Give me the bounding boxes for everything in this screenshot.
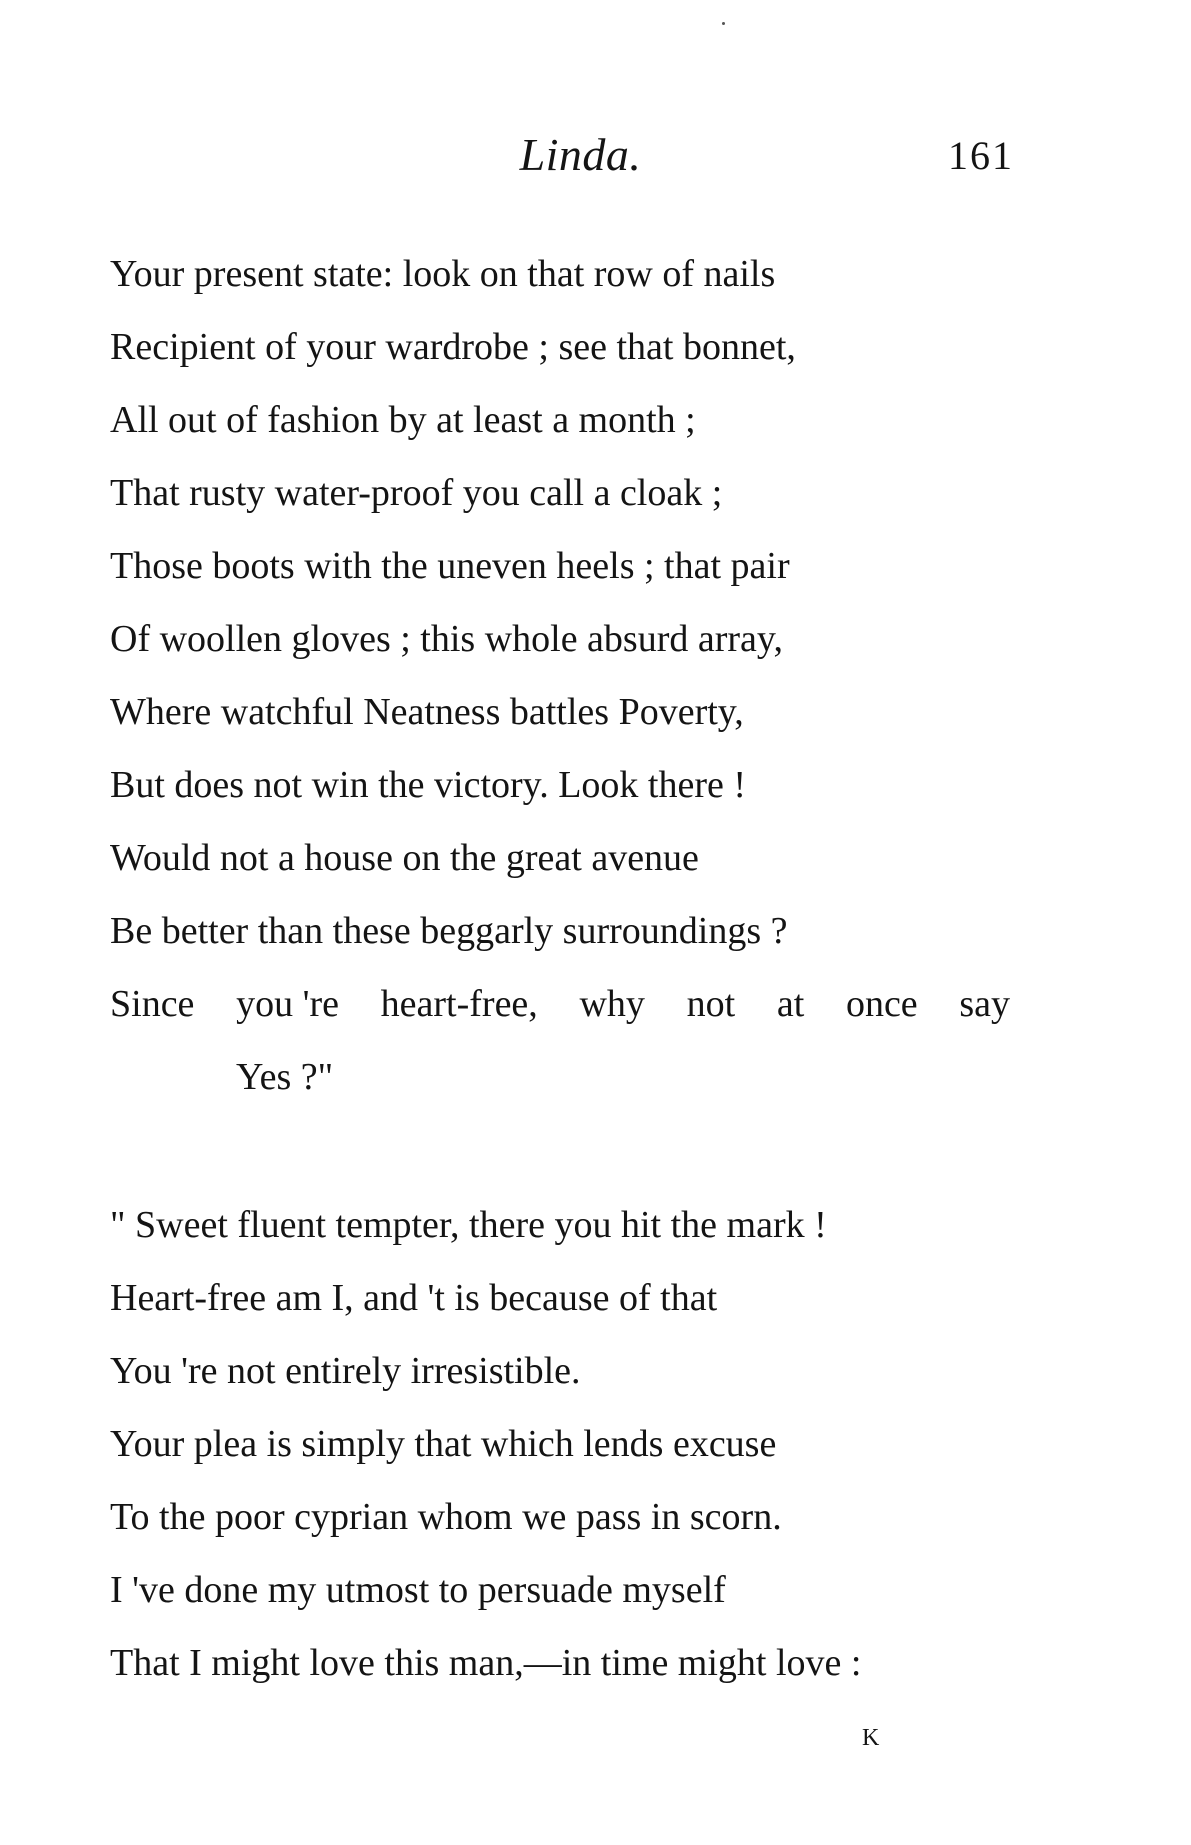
poem-line: All out of fashion by at least a month ; <box>110 399 696 441</box>
poem-line: That I might love this man,—in time might love : <box>110 1642 862 1684</box>
signature-mark: K <box>862 1725 881 1751</box>
poem-line: Recipient of your wardrobe ; see that bonnet, <box>110 326 796 368</box>
ink-speck <box>722 22 725 25</box>
stanza <box>110 238 1030 1114</box>
page-number: 161 <box>948 133 1014 178</box>
word: at <box>776 983 805 1025</box>
word: not <box>686 983 736 1025</box>
poem-line: But does not win the victory. Look there ! <box>110 764 747 806</box>
stanza <box>110 1189 1030 1700</box>
poem-line-justified <box>110 968 1010 1041</box>
word: heart-free, <box>380 983 538 1025</box>
poem-line: Of woollen gloves ; this whole absurd array, <box>110 618 783 660</box>
poem-line: " Sweet fluent tempter, there you hit the mark ! <box>110 1204 827 1246</box>
word: Since <box>110 983 195 1025</box>
poem-line: Your present state: look on that row of nails <box>110 253 776 295</box>
poem-line-turnover: Yes ?" <box>236 1056 334 1098</box>
poem-line: Heart-free am I, and 't is because of that <box>110 1277 718 1319</box>
poem-line: To the poor cyprian whom we pass in scorn. <box>110 1496 782 1538</box>
poem-line: I 've done my utmost to persuade myself <box>110 1569 726 1611</box>
poem-line: That rusty water-proof you call a cloak ; <box>110 472 723 514</box>
poem-line: Where watchful Neatness battles Poverty, <box>110 691 744 733</box>
poem-line: Those boots with the uneven heels ; that pair <box>110 545 790 587</box>
poem-line: Would not a house on the great avenue <box>110 837 699 879</box>
word: say <box>959 983 1010 1025</box>
running-title: Linda. <box>519 129 642 180</box>
word: why <box>579 983 645 1025</box>
word: once <box>845 983 918 1025</box>
poem-line: Be better than these beggarly surroundings ? <box>110 910 788 952</box>
word: you 're <box>236 983 339 1025</box>
poem-line: You 're not entirely irresistible. <box>110 1350 581 1392</box>
poem-line: Your plea is simply that which lends excuse <box>110 1423 777 1465</box>
